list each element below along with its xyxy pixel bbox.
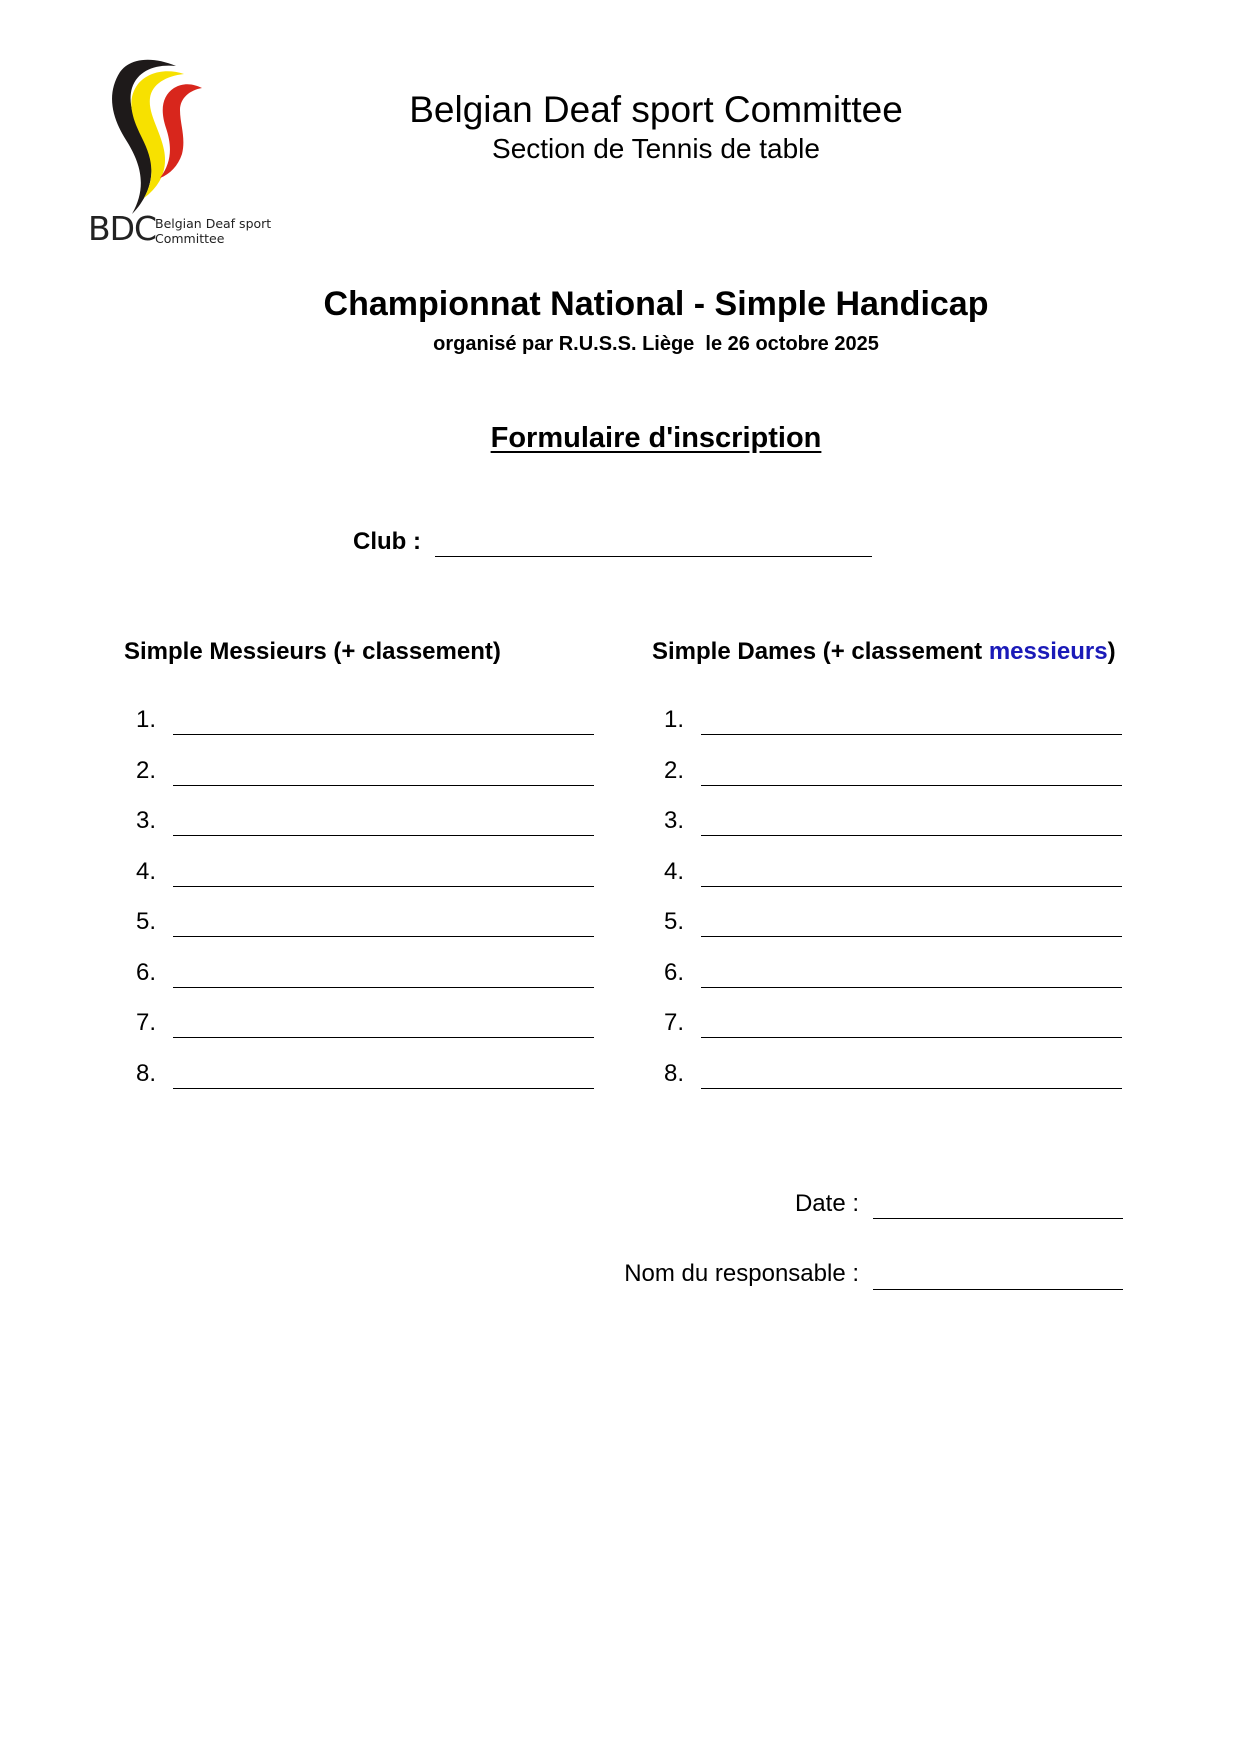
entry-number: 4. [136,857,157,885]
entry-input-line[interactable] [173,734,594,735]
logo-name-line-1: Belgian Deaf sport [155,216,272,231]
women-header-accent: messieurs [988,638,1108,665]
date-label: Date : [794,1190,859,1217]
club-input-line[interactable] [435,556,872,557]
entry-input-line[interactable] [701,987,1122,988]
men-column-header: Simple Messieurs (+ classement) [124,638,501,665]
entry-number: 8. [136,1059,157,1087]
section-subtitle: Section de Tennis de table [492,133,820,164]
club-label: Club : [353,528,421,555]
entry-number: 6. [664,958,685,986]
entry-input-line[interactable] [173,835,594,836]
entry-input-line[interactable] [701,936,1122,937]
form-title [0,420,1240,456]
entry-number: 8. [664,1059,685,1087]
entry-input-line[interactable] [701,835,1122,836]
entry-number: 7. [136,1009,157,1036]
event-title: Championnat National - Simple Handicap [323,285,989,323]
entry-input-line[interactable] [173,936,594,937]
entry-input-line[interactable] [173,987,594,988]
entry-input-line[interactable] [173,785,594,786]
date-input-line[interactable] [873,1218,1123,1219]
logo-abbreviation: BDC [88,209,157,248]
entry-number: 4. [664,857,685,885]
entry-number: 1. [664,706,685,733]
entry-number: 5. [136,908,157,935]
entry-input-line[interactable] [701,1088,1122,1089]
entry-input-line[interactable] [701,734,1122,735]
logo-name [155,216,271,246]
entry-number: 3. [136,807,157,834]
entry-number: 7. [664,1009,685,1036]
entry-input-line[interactable] [701,1037,1122,1038]
entry-input-line[interactable] [173,886,594,887]
entry-input-line[interactable] [173,1037,594,1038]
women-header-prefix: Simple Dames (+ classement [652,638,989,665]
women-header-suffix: ) [1107,638,1116,665]
form-title-text: Formulaire d'inscription [490,422,822,454]
entry-number: 5. [664,908,685,935]
entry-input-line[interactable] [701,886,1122,887]
entry-number: 2. [664,756,685,784]
responsible-input-line[interactable] [873,1289,1123,1290]
organization-title: Belgian Deaf sport Committee [409,89,903,130]
event-subtitle: organisé par R.U.S.S. Liège le 26 octobre 2025 [433,333,879,355]
entry-input-line[interactable] [701,785,1122,786]
entry-number: 2. [136,756,157,784]
entry-number: 3. [664,807,685,834]
entry-input-line[interactable] [173,1088,594,1089]
women-column-header [652,637,1116,667]
entry-number: 6. [136,958,157,986]
entry-number: 1. [136,706,157,733]
logo-name-line-2: Committee [155,231,225,246]
responsible-label: Nom du responsable : [624,1260,859,1287]
